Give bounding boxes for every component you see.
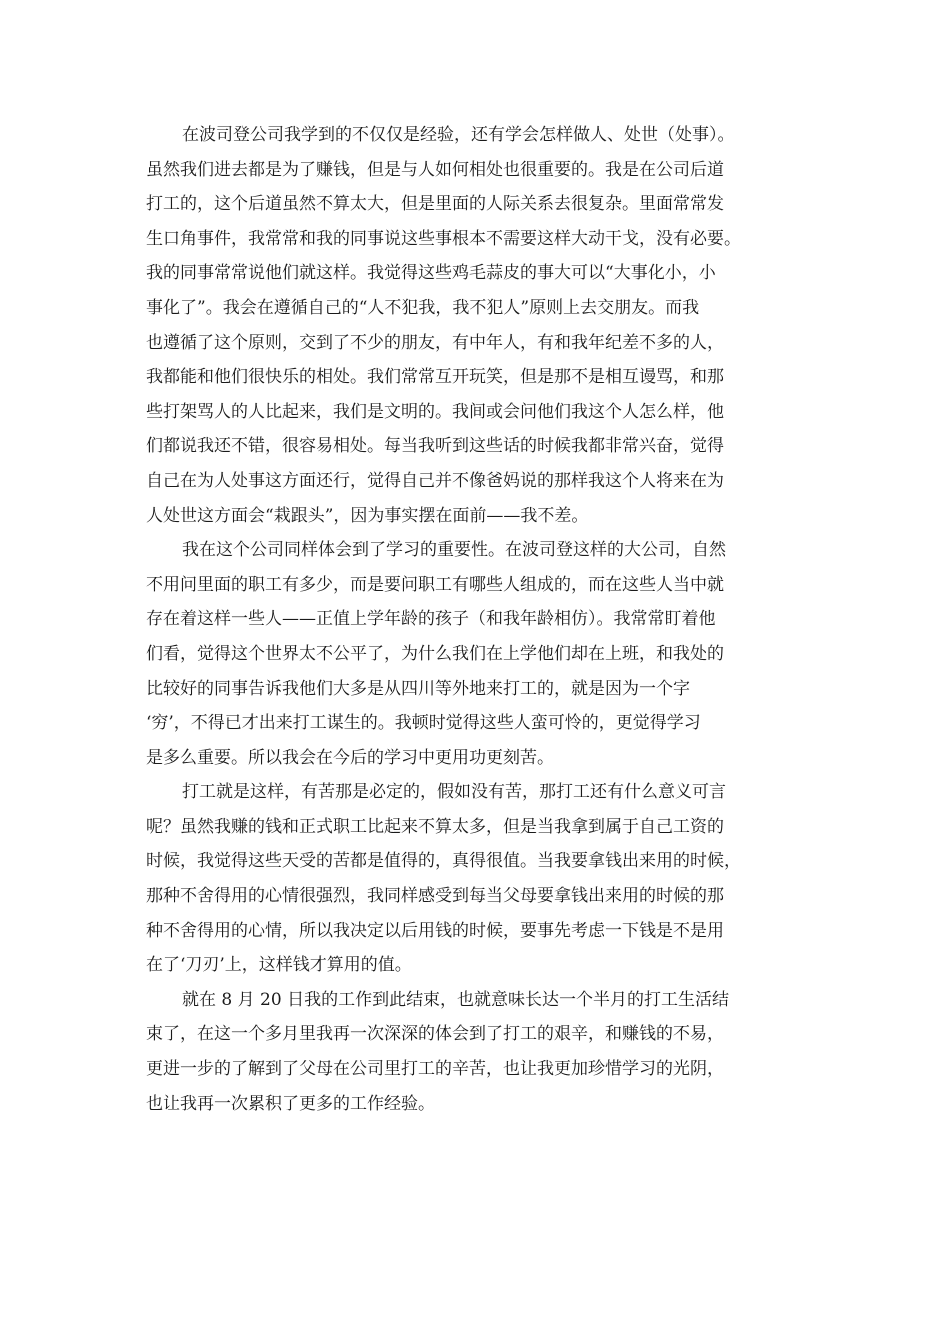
text-line: 在波司登公司我学到的不仅仅是经验，还有学会怎样做人、处世（处事）。 [182, 125, 735, 145]
paragraph-3 [146, 775, 826, 983]
text-line: 也遵循了这个原则，交到了不少的朋友，有中年人，有和我年纪差不多的人， [146, 332, 724, 353]
text-line: 呢？虽然我赚的钱和正式职工比起来不算太多，但是当我拿到属于自己工资的 [146, 816, 724, 837]
text-line: 生口角事件，我常常和我的同事说这些事根本不需要这样大动干戈，没有必要。 [146, 228, 741, 249]
text-line: 不用问里面的职工有多少，而是要问职工有哪些人组成的，而在这些人当中就 [146, 574, 724, 595]
text-line: 更进一步的了解到了父母在公司里打工的辛苦，也让我更加珍惜学习的光阴， [146, 1059, 724, 1080]
paragraph-4 [146, 983, 826, 1121]
text-line: 种不舍得用的心情，所以我决定以后用钱的时候，要事先考虑一下钱是不是用 [146, 920, 724, 941]
text-line: 时候，我觉得这些天受的苦都是值得的，真得很值。当我要拿钱出来用的时候， [146, 851, 741, 872]
text-line: 们都说我还不错，很容易相处。每当我听到这些话的时候我都非常兴奋，觉得 [146, 436, 724, 457]
text-line: 就在 8 月 20 日我的工作到此结束，也就意味长达一个半月的打工生活结 [182, 989, 730, 1010]
paragraph-1 [146, 118, 826, 533]
text-line: 们看，觉得这个世界太不公平了，为什么我们在上学他们却在上班，和我处的 [146, 643, 724, 664]
text-line: 事化了”。我会在遵循自己的“人不犯我，我不犯人”原则上去交朋友。而我 [146, 297, 700, 318]
text-line: 我在这个公司同样体会到了学习的重要性。在波司登这样的大公司，自然 [182, 540, 726, 561]
text-line: 我都能和他们很快乐的相处。我们常常互开玩笑，但是那不是相互谩骂，和那 [146, 367, 724, 388]
text-line: 存在着这样一些人——正值上学年龄的孩子（和我年龄相仿）。我常常盯着他 [146, 609, 716, 630]
text-line: 那种不舍得用的心情很强烈，我同样感受到每当父母要拿钱出来用的时候的那 [146, 886, 724, 907]
text-line: 在了‘刀刃’上，这样钱才算用的值。 [146, 955, 412, 976]
body-text [146, 118, 826, 1121]
text-line: 比较好的同事告诉我他们大多是从四川等外地来打工的，就是因为一个字 [146, 678, 690, 699]
text-line: 打工就是这样，有苦那是必定的，假如没有苦，那打工还有什么意义可言 [182, 782, 726, 803]
text-line: 打工的，这个后道虽然不算太大，但是里面的人际关系去很复杂。里面常常发 [146, 194, 724, 215]
text-line: 些打架骂人的人比起来，我们是文明的。我间或会问他们我这个人怎么样，他 [146, 401, 724, 422]
text-line: 自己在为人处事这方面还行，觉得自己并不像爸妈说的那样我这个人将来在为 [146, 470, 724, 491]
paragraph-2 [146, 533, 826, 775]
text-line: 人处世这方面会“栽跟头”，因为事实摆在面前——我不差。 [146, 505, 589, 526]
text-line: 束了，在这一个多月里我再一次深深的体会到了打工的艰辛，和赚钱的不易， [146, 1024, 724, 1045]
text-line: 虽然我们进去都是为了赚钱，但是与人如何相处也很重要的。我是在公司后道 [146, 159, 724, 180]
text-line: 也让我再一次累积了更多的工作经验。 [146, 1093, 435, 1114]
text-line: 我的同事常常说他们就这样。我觉得这些鸡毛蒜皮的事大可以“大事化小，小 [146, 263, 716, 284]
text-line: ‘穷’，不得已才出来打工谋生的。我顿时觉得这些人蛮可怜的，更觉得学习 [146, 713, 701, 734]
text-line: 是多么重要。所以我会在今后的学习中更用功更刻苦。 [146, 747, 554, 768]
